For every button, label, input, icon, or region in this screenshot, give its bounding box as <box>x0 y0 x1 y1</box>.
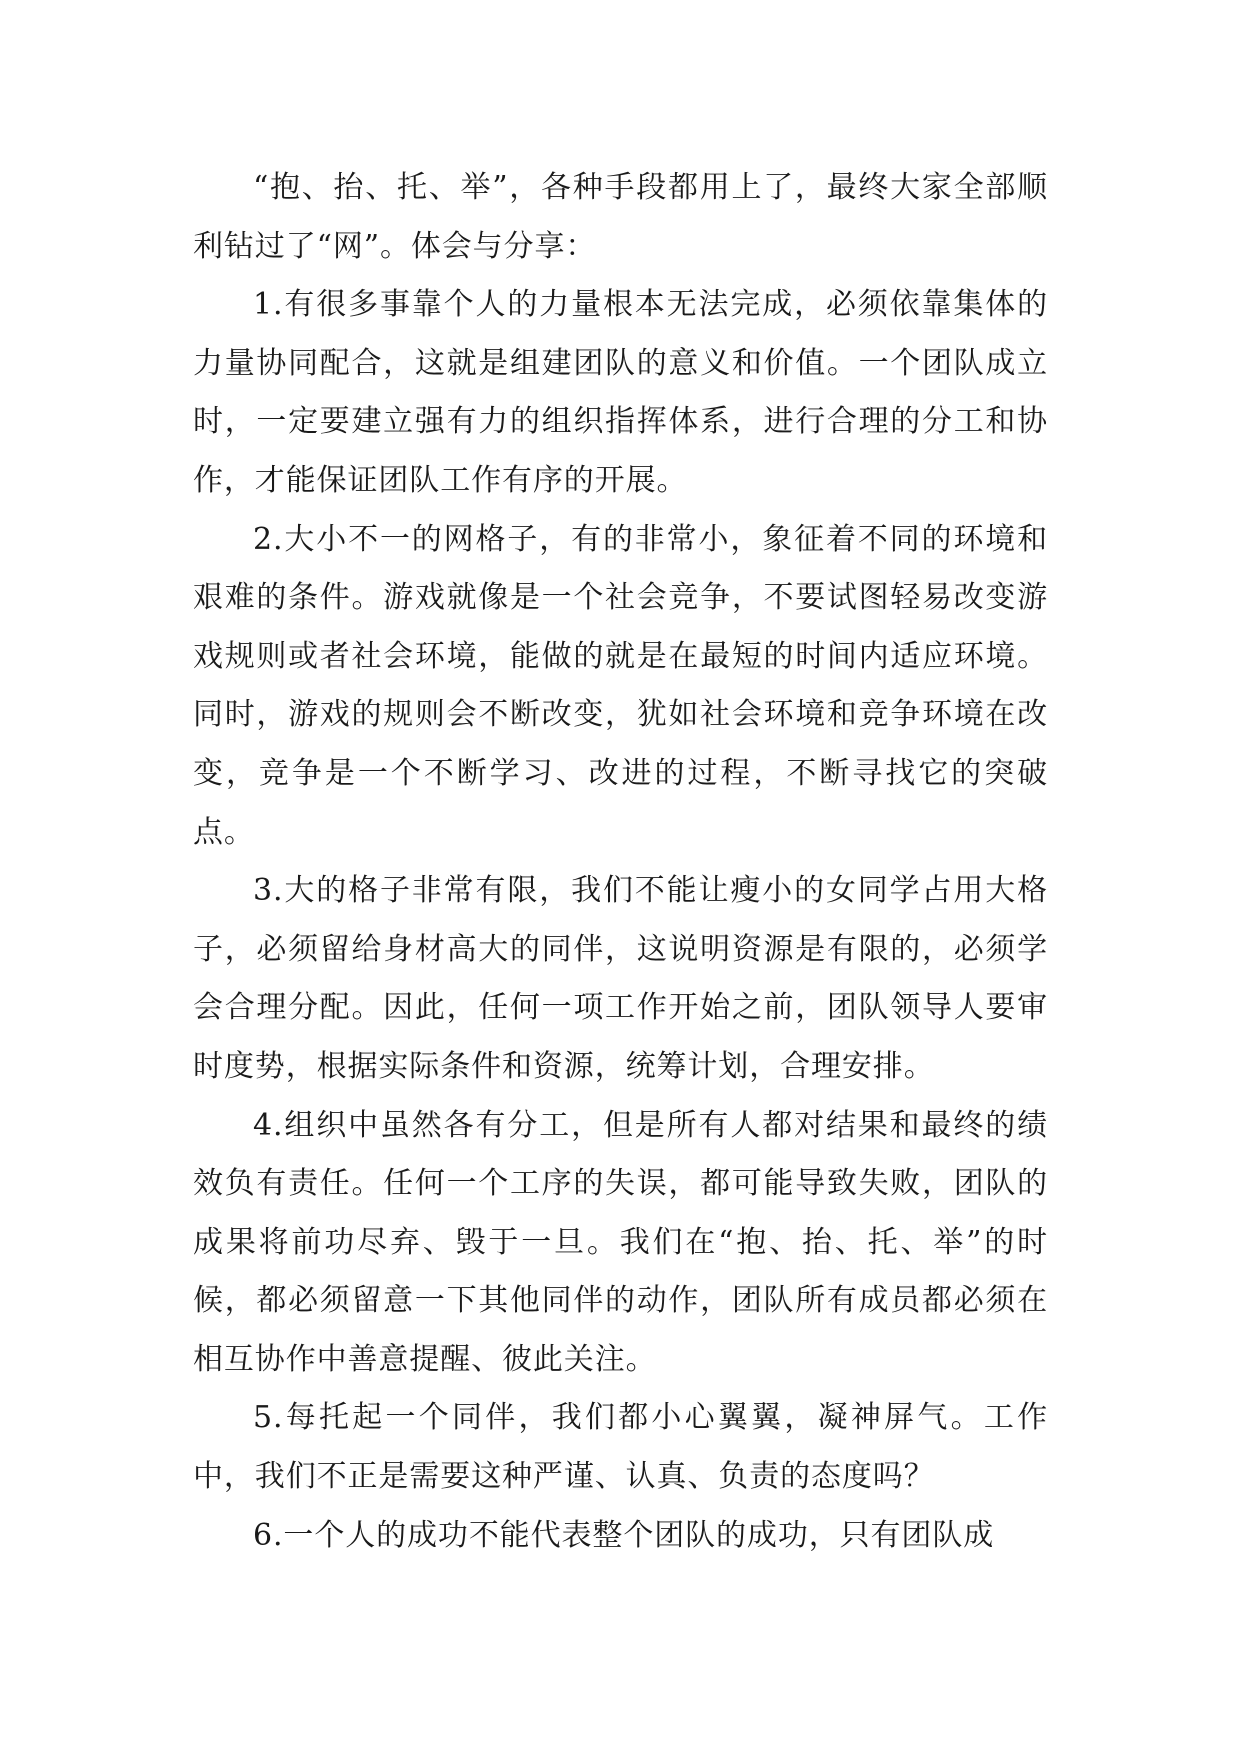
document-body <box>193 159 1048 1565</box>
intro-paragraph: “抱、抬、托、举”，各种手段都用上了，最终大家全部顺利钻过了“网”。体会与分享： <box>193 170 1048 264</box>
point-1-paragraph: 1.有很多事靠个人的力量根本无法完成，必须依靠集体的力量协同配合，这就是组建团队的意义和价值。一个团队成立时，一定要建立强有力的组织指挥体系，进行合理的分工和协作，才能保证团队工作有序的开展。 <box>193 287 1048 498</box>
point-4-paragraph: 4.组织中虽然各有分工，但是所有人都对结果和最终的绩效负有责任。任何一个工序的失误，都可能导致失败，团队的成果将前功尽弃、毁于一旦。我们在“抱、抬、托、举”的时候，都必须留意一下其他同伴的动作，团队所有成员都必须在相互协作中善意提醒、彼此关注。 <box>193 1107 1048 1377</box>
point-3-paragraph: 3.大的格子非常有限，我们不能让瘦小的女同学占用大格子，必须留给身材高大的同伴，这说明资源是有限的，必须学会合理分配。因此，任何一项工作开始之前，团队领导人要审时度势，根据实际条件和资源，统筹计划，合理安排。 <box>193 873 1048 1084</box>
point-6-paragraph: 6.一个人的成功不能代表整个团队的成功，只有团队成 <box>253 1517 995 1553</box>
point-5-paragraph: 5.每托起一个同伴，我们都小心翼翼，凝神屏气。工作中，我们不正是需要这种严谨、认真、负责的态度吗？ <box>193 1400 1048 1495</box>
point-2-paragraph: 2.大小不一的网格子，有的非常小，象征着不同的环境和艰难的条件。游戏就像是一个社会竞争，不要试图轻易改变游戏规则或者社会环境，能做的就是在最短的时间内适应环境。同时，游戏的规则会不断改变，犹如社会环境和竞争环境在改变，竞争是一个不断学习、改进的过程，不断寻找它的突破点。 <box>193 521 1048 850</box>
